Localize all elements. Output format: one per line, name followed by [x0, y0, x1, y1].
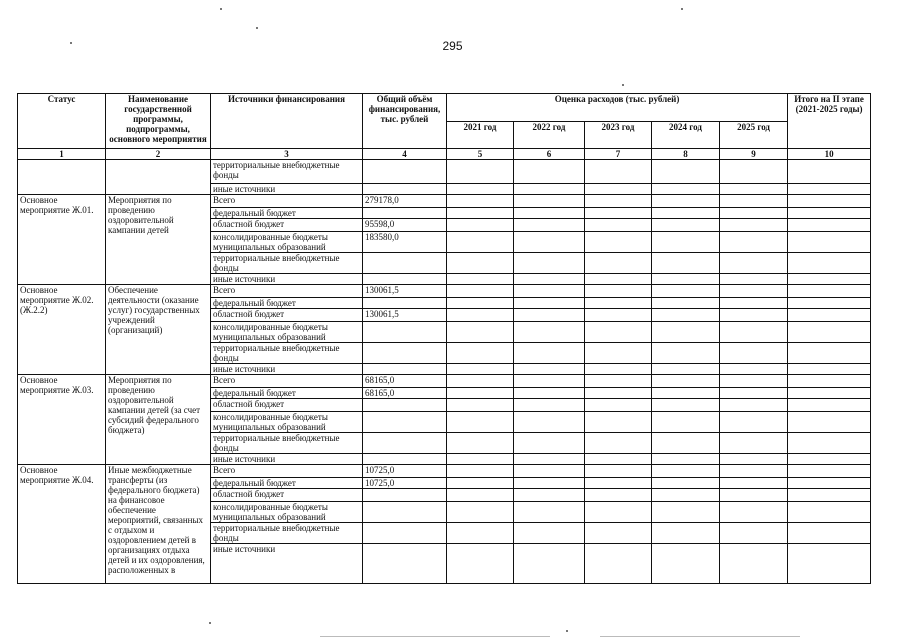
empty-cell	[585, 309, 652, 322]
amount-cell: 68165,0	[363, 388, 447, 399]
empty-cell	[447, 309, 514, 322]
empty-cell	[652, 388, 720, 399]
empty-cell	[720, 195, 788, 208]
empty-cell	[585, 208, 652, 219]
empty-cell	[447, 219, 514, 232]
empty-cell	[788, 285, 871, 298]
column-number: 3	[211, 149, 363, 160]
amount-cell	[363, 322, 447, 343]
empty-cell	[788, 322, 871, 343]
scan-speck	[566, 630, 568, 632]
empty-cell	[652, 412, 720, 433]
empty-cell	[652, 544, 720, 584]
column-number: 10	[788, 149, 871, 160]
empty-cell	[585, 298, 652, 309]
amount-cell	[363, 502, 447, 523]
empty-cell	[788, 208, 871, 219]
amount-cell	[363, 160, 447, 184]
empty-cell	[720, 454, 788, 465]
empty-cell	[788, 399, 871, 412]
empty-cell	[585, 160, 652, 184]
table-row	[18, 285, 871, 298]
source-cell: консолидированные бюджеты муниципальных образований	[211, 412, 363, 433]
empty-cell	[514, 322, 585, 343]
empty-cell	[788, 253, 871, 274]
amount-cell: 183580,0	[363, 232, 447, 253]
source-cell: территориальные внебюджетные фонды	[211, 253, 363, 274]
empty-cell	[788, 502, 871, 523]
source-cell: консолидированные бюджеты муниципальных образований	[211, 502, 363, 523]
scan-speck	[681, 8, 683, 10]
empty-cell	[514, 219, 585, 232]
empty-cell	[652, 285, 720, 298]
empty-cell	[447, 523, 514, 544]
empty-cell	[585, 375, 652, 388]
source-cell: иные источники	[211, 364, 363, 375]
empty-cell	[585, 184, 652, 195]
empty-cell	[720, 502, 788, 523]
amount-cell: 279178,0	[363, 195, 447, 208]
empty-cell	[720, 388, 788, 399]
empty-cell	[585, 399, 652, 412]
empty-cell	[447, 399, 514, 412]
header-name: Наименование государственной программы, подпрограммы, основного мероприятия	[106, 94, 211, 149]
source-cell: областной бюджет	[211, 219, 363, 232]
empty-cell	[652, 219, 720, 232]
empty-cell	[788, 489, 871, 502]
amount-cell: 10725,0	[363, 478, 447, 489]
column-number: 6	[514, 149, 585, 160]
source-cell: Всего	[211, 285, 363, 298]
amount-cell	[363, 433, 447, 454]
empty-cell	[652, 375, 720, 388]
empty-cell	[652, 232, 720, 253]
empty-cell	[585, 478, 652, 489]
amount-cell	[363, 274, 447, 285]
empty-cell	[447, 274, 514, 285]
empty-cell	[514, 489, 585, 502]
empty-cell	[652, 184, 720, 195]
empty-cell	[652, 309, 720, 322]
empty-cell	[447, 412, 514, 433]
amount-cell	[363, 523, 447, 544]
empty-cell	[788, 219, 871, 232]
empty-cell	[788, 523, 871, 544]
empty-cell	[720, 433, 788, 454]
amount-cell	[363, 489, 447, 502]
source-cell: федеральный бюджет	[211, 298, 363, 309]
amount-cell	[363, 364, 447, 375]
empty-cell	[788, 195, 871, 208]
empty-cell	[585, 544, 652, 584]
amount-cell: 10725,0	[363, 465, 447, 478]
empty-cell	[652, 454, 720, 465]
source-cell: областной бюджет	[211, 399, 363, 412]
empty-cell	[788, 343, 871, 364]
amount-cell: 68165,0	[363, 375, 447, 388]
amount-cell	[363, 454, 447, 465]
table-row	[18, 160, 871, 184]
amount-cell	[363, 298, 447, 309]
header-year: 2021 год	[447, 121, 514, 149]
empty-cell	[652, 502, 720, 523]
empty-cell	[447, 232, 514, 253]
empty-cell	[788, 160, 871, 184]
empty-cell	[652, 298, 720, 309]
empty-cell	[720, 375, 788, 388]
column-number: 7	[585, 149, 652, 160]
source-cell: иные источники	[211, 544, 363, 584]
empty-cell	[788, 232, 871, 253]
empty-cell	[447, 160, 514, 184]
table-body	[18, 149, 871, 584]
empty-cell	[720, 298, 788, 309]
amount-cell	[363, 544, 447, 584]
empty-cell	[720, 399, 788, 412]
amount-cell	[363, 208, 447, 219]
table-row	[18, 375, 871, 388]
header-year: 2022 год	[514, 121, 585, 149]
name-cell: Мероприятия по проведению оздоровительной кампании детей	[106, 195, 211, 285]
amount-cell	[363, 184, 447, 195]
empty-cell	[788, 388, 871, 399]
empty-cell	[585, 388, 652, 399]
empty-cell	[788, 478, 871, 489]
status-cell: Основное мероприятие Ж.02. (Ж.2.2)	[18, 285, 106, 375]
empty-cell	[585, 364, 652, 375]
empty-cell	[447, 465, 514, 478]
amount-cell: 95598,0	[363, 219, 447, 232]
empty-cell	[652, 208, 720, 219]
empty-cell	[652, 253, 720, 274]
source-cell: территориальные внебюджетные фонды	[211, 160, 363, 184]
header-year: 2024 год	[652, 121, 720, 149]
empty-cell	[788, 465, 871, 478]
empty-cell	[652, 478, 720, 489]
empty-cell	[788, 274, 871, 285]
empty-cell	[585, 489, 652, 502]
empty-cell	[720, 160, 788, 184]
empty-cell	[514, 232, 585, 253]
empty-cell	[652, 433, 720, 454]
empty-cell	[447, 298, 514, 309]
empty-cell	[447, 388, 514, 399]
empty-cell	[652, 343, 720, 364]
source-cell: федеральный бюджет	[211, 388, 363, 399]
empty-cell	[447, 489, 514, 502]
empty-cell	[447, 454, 514, 465]
source-cell: иные источники	[211, 274, 363, 285]
empty-cell	[720, 544, 788, 584]
amount-cell: 130061,5	[363, 285, 447, 298]
header-year: 2025 год	[720, 121, 788, 149]
amount-cell	[363, 343, 447, 364]
empty-cell	[585, 433, 652, 454]
empty-cell	[788, 375, 871, 388]
empty-cell	[720, 219, 788, 232]
column-number: 2	[106, 149, 211, 160]
name-cell: Иные межбюджетные трансферты (из федерального бюджета) на финансовое обеспечение мероприятий, связанных с отдыхом и оздоровлением детей в организациях отдыха детей и их оздоровления, расположенных в	[106, 465, 211, 584]
empty-cell	[585, 232, 652, 253]
source-cell: территориальные внебюджетные фонды	[211, 433, 363, 454]
empty-cell	[514, 364, 585, 375]
empty-cell	[652, 195, 720, 208]
source-cell: областной бюджет	[211, 309, 363, 322]
source-cell: Всего	[211, 465, 363, 478]
empty-cell	[447, 195, 514, 208]
empty-cell	[585, 274, 652, 285]
empty-cell	[514, 502, 585, 523]
empty-cell	[514, 343, 585, 364]
scan-speck	[256, 27, 258, 29]
source-cell: консолидированные бюджеты муниципальных образований	[211, 322, 363, 343]
empty-cell	[652, 523, 720, 544]
empty-cell	[720, 364, 788, 375]
empty-cell	[585, 195, 652, 208]
source-cell: Всего	[211, 195, 363, 208]
empty-cell	[514, 184, 585, 195]
empty-cell	[585, 465, 652, 478]
status-cell: Основное мероприятие Ж.01.	[18, 195, 106, 285]
source-cell: иные источники	[211, 454, 363, 465]
empty-cell	[652, 322, 720, 343]
amount-cell: 130061,5	[363, 309, 447, 322]
empty-cell	[788, 184, 871, 195]
column-number: 5	[447, 149, 514, 160]
empty-cell	[514, 309, 585, 322]
empty-cell	[514, 399, 585, 412]
empty-cell	[447, 502, 514, 523]
column-number: 8	[652, 149, 720, 160]
empty-cell	[585, 454, 652, 465]
empty-cell	[514, 478, 585, 489]
empty-cell	[652, 160, 720, 184]
source-cell: федеральный бюджет	[211, 208, 363, 219]
empty-cell	[720, 489, 788, 502]
empty-cell	[514, 544, 585, 584]
empty-cell	[788, 364, 871, 375]
financing-table	[17, 93, 871, 584]
empty-cell	[447, 343, 514, 364]
empty-cell	[720, 309, 788, 322]
column-number: 9	[720, 149, 788, 160]
empty-cell	[720, 208, 788, 219]
empty-cell	[652, 489, 720, 502]
source-cell: территориальные внебюджетные фонды	[211, 343, 363, 364]
edge-line	[320, 636, 550, 637]
empty-cell	[585, 285, 652, 298]
empty-cell	[720, 322, 788, 343]
source-cell: территориальные внебюджетные фонды	[211, 523, 363, 544]
header-stage-total: Итого на II этапе (2021-2025 годы)	[788, 94, 871, 149]
header-sources: Источники финансирования	[211, 94, 363, 149]
table-row	[18, 195, 871, 208]
empty-cell	[447, 208, 514, 219]
amount-cell	[363, 412, 447, 433]
edge-line	[600, 636, 800, 637]
page-number: 295	[442, 39, 463, 53]
amount-cell	[363, 253, 447, 274]
empty-cell	[720, 478, 788, 489]
empty-cell	[447, 364, 514, 375]
empty-cell	[514, 208, 585, 219]
header-estimate: Оценка расходов (тыс. рублей)	[447, 94, 788, 122]
empty-cell	[720, 232, 788, 253]
empty-cell	[514, 285, 585, 298]
scan-speck	[220, 8, 222, 10]
source-cell: областной бюджет	[211, 489, 363, 502]
empty-cell	[788, 454, 871, 465]
empty-cell	[514, 195, 585, 208]
empty-cell	[788, 544, 871, 584]
empty-cell	[514, 465, 585, 478]
empty-cell	[652, 274, 720, 285]
empty-cell	[585, 343, 652, 364]
empty-cell	[447, 544, 514, 584]
empty-cell	[585, 523, 652, 544]
empty-cell	[720, 343, 788, 364]
empty-cell	[514, 274, 585, 285]
empty-cell	[514, 412, 585, 433]
empty-cell	[720, 523, 788, 544]
empty-cell	[720, 412, 788, 433]
column-number-row	[18, 149, 871, 160]
name-cell: Обеспечение деятельности (оказание услуг) государственных учреждений (организаций)	[106, 285, 211, 375]
table-row	[18, 465, 871, 478]
status-cell: Основное мероприятие Ж.04.	[18, 465, 106, 584]
empty-cell	[514, 298, 585, 309]
header-year: 2023 год	[585, 121, 652, 149]
empty-cell	[447, 433, 514, 454]
column-number: 1	[18, 149, 106, 160]
empty-cell	[585, 219, 652, 232]
empty-cell	[585, 412, 652, 433]
empty-cell	[652, 399, 720, 412]
name-cell: Мероприятия по проведению оздоровительной кампании детей (за счет субсидий федерального бюджета)	[106, 375, 211, 465]
empty-cell	[788, 412, 871, 433]
header-status: Статус	[18, 94, 106, 149]
column-number: 4	[363, 149, 447, 160]
source-cell: Всего	[211, 375, 363, 388]
source-cell: консолидированные бюджеты муниципальных образований	[211, 232, 363, 253]
empty-cell	[788, 309, 871, 322]
scan-speck	[209, 622, 211, 624]
empty-cell	[720, 274, 788, 285]
empty-cell	[447, 322, 514, 343]
empty-cell	[585, 502, 652, 523]
scan-speck	[70, 42, 72, 44]
amount-cell	[363, 399, 447, 412]
empty-cell	[447, 375, 514, 388]
status-cell: Основное мероприятие Ж.03.	[18, 375, 106, 465]
source-cell: федеральный бюджет	[211, 478, 363, 489]
empty-cell	[720, 285, 788, 298]
name-cell	[106, 160, 211, 195]
empty-cell	[720, 253, 788, 274]
empty-cell	[447, 184, 514, 195]
source-cell: иные источники	[211, 184, 363, 195]
empty-cell	[514, 375, 585, 388]
empty-cell	[788, 298, 871, 309]
empty-cell	[585, 253, 652, 274]
empty-cell	[720, 465, 788, 478]
empty-cell	[447, 253, 514, 274]
status-cell	[18, 160, 106, 195]
empty-cell	[514, 160, 585, 184]
empty-cell	[585, 322, 652, 343]
empty-cell	[514, 433, 585, 454]
empty-cell	[652, 465, 720, 478]
empty-cell	[514, 523, 585, 544]
empty-cell	[514, 388, 585, 399]
empty-cell	[514, 454, 585, 465]
empty-cell	[720, 184, 788, 195]
empty-cell	[652, 364, 720, 375]
header-total: Общий объём финансирования, тыс. рублей	[363, 94, 447, 149]
empty-cell	[447, 285, 514, 298]
empty-cell	[788, 433, 871, 454]
empty-cell	[447, 478, 514, 489]
empty-cell	[514, 253, 585, 274]
scan-speck	[622, 84, 624, 86]
